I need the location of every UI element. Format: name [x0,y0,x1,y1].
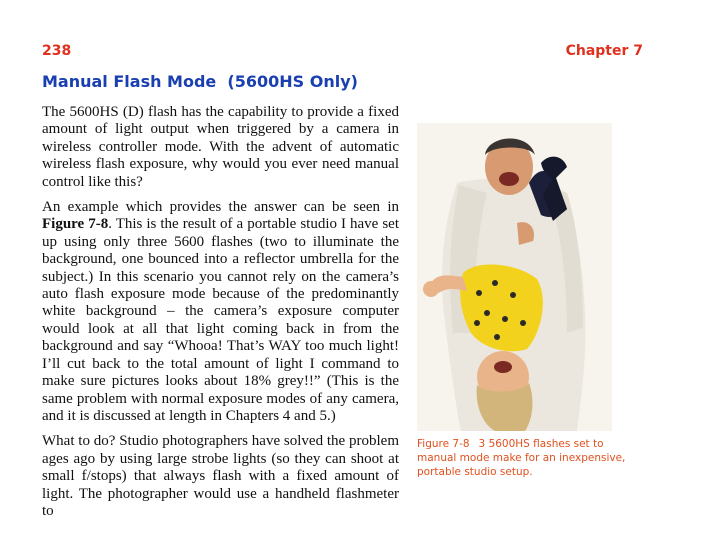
section-title: Manual Flash Mode (5600HS Only) [42,72,358,91]
body-text [42,104,399,528]
figure-photo [417,123,612,431]
figure-caption [417,437,627,479]
paragraph-2-rest: . This is the result of a portable studio I have set up using only three 5600 flashes (two to illuminate the background, one bounced into a reflector umbrella for the subject.) In this scenario you cannot rely on the camera’s auto flash exposure mode because of the predominantly white background – the camera’s exposure computer would look at all that light coming back in from the background and say “Whooa! That’s WAY too much light! I’ll cut back to the total amount of light I command to make sure pictures looks about 18% grey!!” (This is the same problem with normal exposure modes of any camera, and it is discussed at length in Chapters 4 and 5.) [42,216,399,424]
photo-illustration [417,123,612,431]
figure-caption-text: 3 5600HS flashes set to manual mode make for an inexpensive, portable studio setup. [417,438,626,478]
paragraph-2 [42,199,399,425]
paragraph-3: What to do? Studio photographers have solved the problem ages ago by using large strobe lights (so they can shoot at small f/stops) that always flash with a fixed amount of light. The photographer would use a handheld flashmeter to [42,433,399,519]
paragraph-1: The 5600HS (D) flash has the capability to provide a fixed amount of light output when triggered by a camera in wireless controller mode. With the advent of automatic wireless flash exposure, why would you ever need manual control like this? [42,104,399,190]
paragraph-2-lead: An example which provides the answer can be seen in [42,199,399,216]
page-number: 238 [42,43,72,59]
chapter-label: Chapter 7 [565,43,643,59]
figure-label: Figure 7-8 [417,438,470,450]
figure-reference: Figure 7-8 [42,216,109,233]
